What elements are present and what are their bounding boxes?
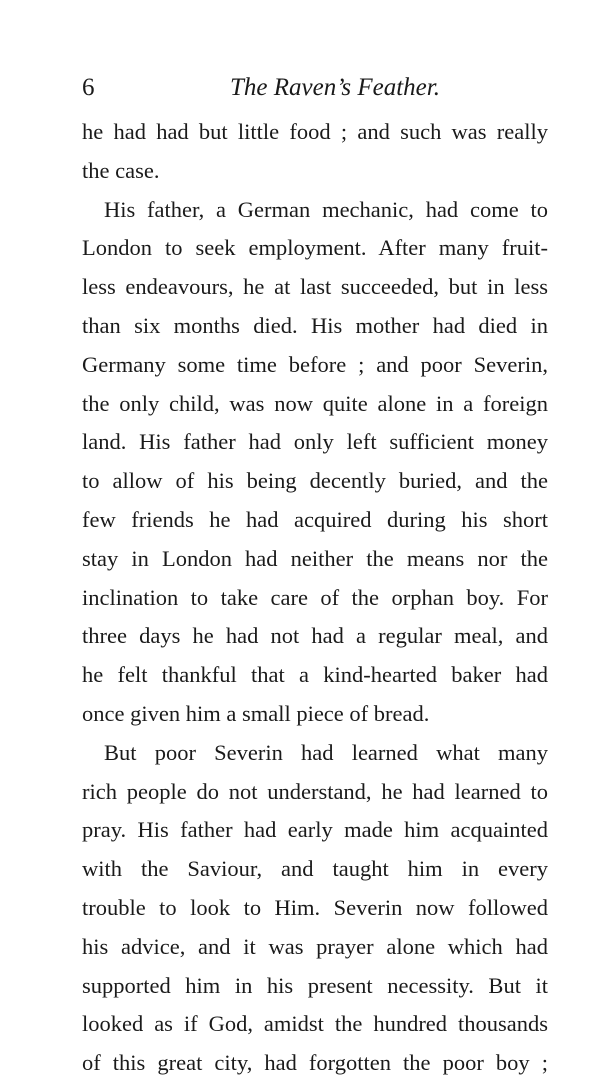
- paragraph-first-line: His father, a German mechanic, had come to: [104, 196, 548, 222]
- running-title: The Raven’s Feather.: [230, 74, 440, 101]
- text-line: looked as if God, amidst the hundred thousands: [82, 1011, 548, 1037]
- text-line: land. His father had only left sufficient money: [82, 429, 548, 455]
- text-line: Germany some time before ; and poor Severin,: [82, 351, 548, 377]
- body-text: [82, 113, 548, 1083]
- text-line: of this great city, had forgotten the poor boy ;: [82, 1050, 548, 1076]
- text-line: once given him a small piece of bread.: [82, 700, 430, 726]
- text-line: three days he had not had a regular meal, and: [82, 623, 548, 649]
- text-line: rich people do not understand, he had learned to: [82, 778, 548, 804]
- text-line: less endeavours, he at last succeeded, but in less: [82, 274, 548, 300]
- text-line: pray. His father had early made him acquainted: [82, 817, 548, 843]
- text-line: with the Saviour, and taught him in every: [82, 856, 548, 882]
- text-line: London to seek employment. After many fruit-: [82, 235, 548, 261]
- text-line: the only child, was now quite alone in a foreign: [82, 390, 548, 416]
- text-line: he felt thankful that a kind-hearted baker had: [82, 662, 548, 688]
- text-line: trouble to look to Him. Severin now followed: [82, 894, 548, 920]
- text-line: he had had but little food ; and such was really: [82, 119, 548, 144]
- text-line: to allow of his being decently buried, and the: [82, 468, 548, 494]
- text-line: supported him in his present necessity. But it: [82, 972, 548, 998]
- text-line: stay in London had neither the means nor the: [82, 545, 548, 571]
- text-line: few friends he had acquired during his short: [82, 506, 548, 532]
- text-line: inclination to take care of the orphan boy. For: [82, 584, 548, 610]
- page-header: [82, 68, 548, 108]
- text-line: the case.: [82, 157, 160, 183]
- page-number: 6: [82, 74, 95, 101]
- paragraph-first-line: But poor Severin had learned what many: [104, 739, 548, 765]
- text-line: his advice, and it was prayer alone which had: [82, 933, 548, 959]
- text-line: than six months died. His mother had died in: [82, 312, 548, 338]
